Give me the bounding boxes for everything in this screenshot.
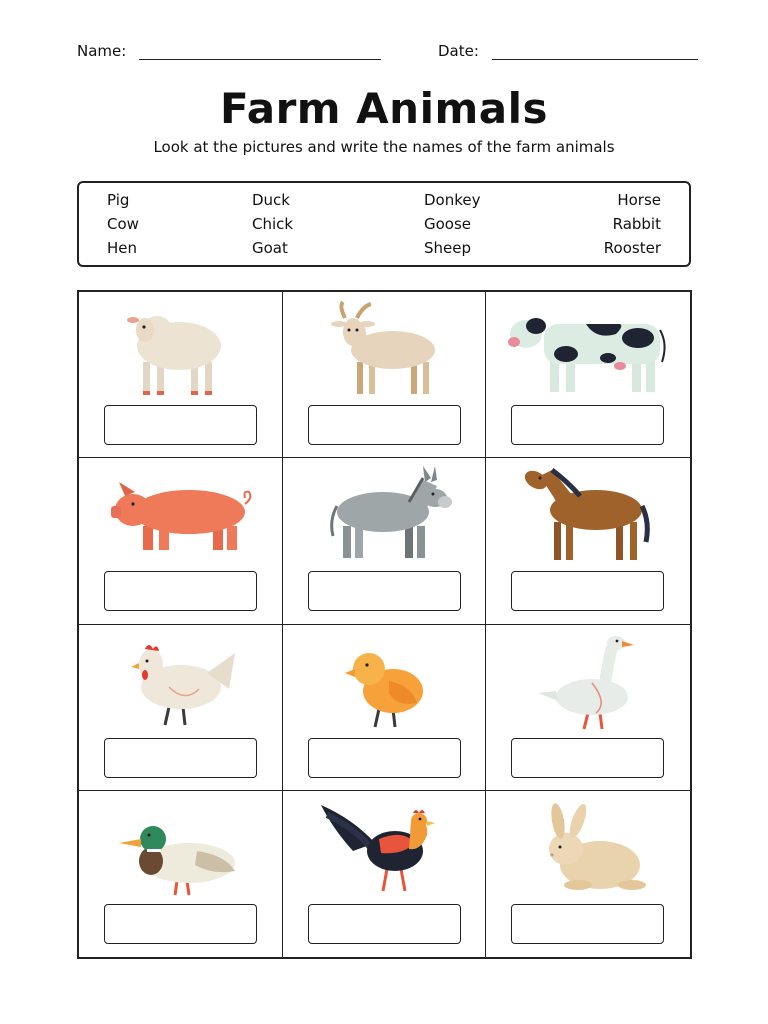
word-bank-item: Hen — [107, 239, 138, 257]
word-bank-item: Goose — [424, 215, 472, 233]
answer-box[interactable] — [308, 405, 461, 445]
date-field — [438, 42, 698, 60]
animal-cell — [79, 791, 283, 957]
goose-icon — [496, 633, 680, 733]
answer-box[interactable] — [308, 571, 461, 611]
animal-cell — [79, 292, 283, 458]
page-subtitle: Look at the pictures and write the names of the farm animals — [153, 138, 615, 156]
animal-cell — [486, 625, 690, 791]
animal-cell — [486, 292, 690, 458]
name-field — [77, 42, 381, 60]
answer-box[interactable] — [104, 571, 257, 611]
animal-cell — [283, 625, 487, 791]
donkey-icon — [293, 466, 477, 566]
pig-icon — [89, 466, 273, 566]
word-bank-item: Goat — [252, 239, 288, 257]
page-title: Farm Animals — [220, 84, 548, 133]
word-bank-item: Rabbit — [612, 215, 661, 233]
chick-icon — [293, 633, 477, 733]
word-bank-column — [604, 188, 661, 260]
cow-icon — [496, 300, 680, 400]
animal-cell — [283, 791, 487, 957]
word-bank-column — [424, 188, 481, 260]
sheep-icon — [89, 300, 273, 400]
duck-icon — [89, 799, 273, 899]
animal-cell — [486, 458, 690, 624]
word-bank-item: Pig — [107, 191, 130, 209]
name-label: Name: — [77, 42, 127, 60]
word-bank-column — [252, 188, 293, 260]
word-bank-item: Sheep — [424, 239, 472, 257]
answer-box[interactable] — [511, 904, 664, 944]
rooster-icon — [293, 799, 477, 899]
word-bank-item: Duck — [252, 191, 290, 209]
animal-grid — [77, 290, 692, 959]
goat-icon — [293, 300, 477, 400]
horse-icon — [496, 466, 680, 566]
answer-box[interactable] — [511, 405, 664, 445]
animal-cell — [283, 458, 487, 624]
answer-box[interactable] — [308, 904, 461, 944]
word-bank-item: Rooster — [603, 239, 661, 257]
word-bank-item: Horse — [617, 191, 661, 209]
name-input-line[interactable] — [139, 43, 381, 60]
animal-cell — [79, 458, 283, 624]
rabbit-icon — [496, 799, 680, 899]
answer-box[interactable] — [104, 738, 257, 778]
animal-cell — [79, 625, 283, 791]
answer-box[interactable] — [104, 405, 257, 445]
animal-cell — [283, 292, 487, 458]
word-bank-item: Cow — [107, 215, 139, 233]
word-bank-item: Chick — [252, 215, 294, 233]
answer-box[interactable] — [511, 571, 664, 611]
animal-cell — [486, 791, 690, 957]
date-label: Date: — [438, 42, 479, 60]
answer-box[interactable] — [308, 738, 461, 778]
answer-box[interactable] — [511, 738, 664, 778]
date-input-line[interactable] — [492, 43, 698, 60]
hen-icon — [89, 633, 273, 733]
answer-box[interactable] — [104, 904, 257, 944]
word-bank-column — [107, 188, 139, 260]
word-bank — [77, 181, 691, 267]
word-bank-item: Donkey — [424, 191, 481, 209]
